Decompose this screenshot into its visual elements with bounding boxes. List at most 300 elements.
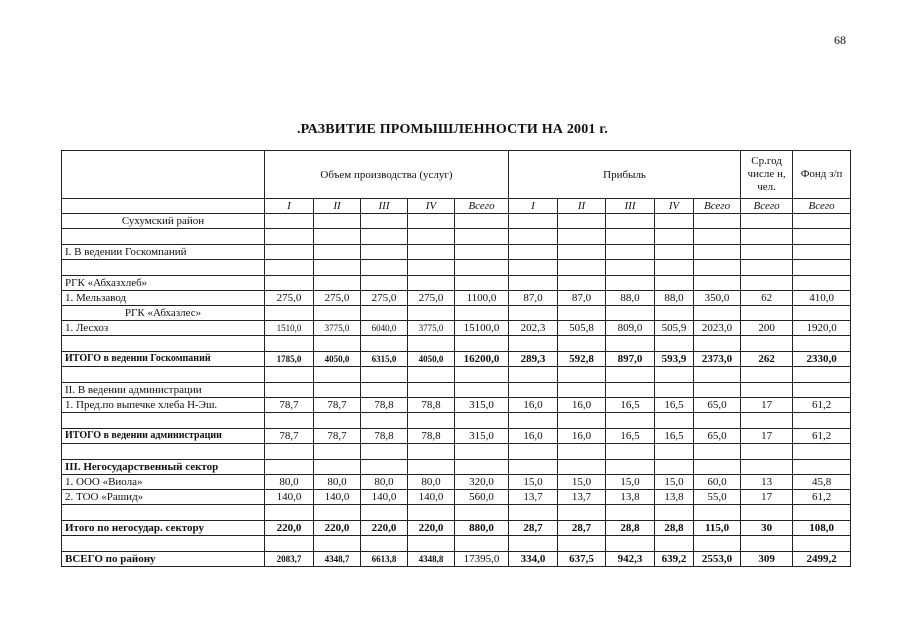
empty-cell [455, 214, 509, 229]
table-cell: 140,0 [408, 490, 455, 505]
empty-cell [314, 383, 361, 398]
table-cell: 2023,0 [694, 321, 741, 336]
table-cell: 16,0 [509, 398, 558, 413]
profit-q4: IV [655, 199, 694, 214]
empty-cell [455, 306, 509, 321]
table-cell: 315,0 [455, 429, 509, 444]
empty-cell [655, 260, 694, 276]
table-cell: 16,5 [655, 429, 694, 444]
header-row [62, 151, 851, 199]
empty-cell [455, 367, 509, 383]
table-cell: 28,8 [655, 521, 694, 536]
empty-cell [606, 245, 655, 260]
empty-cell [361, 460, 408, 475]
section-label: I. В ведении Госкомпаний [62, 245, 265, 260]
empty-cell [694, 245, 741, 260]
empty-cell [694, 214, 741, 229]
row-label: 1. Мельзавод [62, 291, 265, 306]
empty-cell [361, 306, 408, 321]
table-cell: 61,2 [793, 490, 851, 505]
empty-cell [558, 536, 606, 552]
empty-cell [655, 276, 694, 291]
table-cell: 15,0 [655, 475, 694, 490]
empty-cell [793, 214, 851, 229]
org-label: РГК «Абхазлес» [62, 306, 265, 321]
table-cell: 13 [741, 475, 793, 490]
empty-cell [741, 245, 793, 260]
table-cell: 505,9 [655, 321, 694, 336]
table-cell: 115,0 [694, 521, 741, 536]
table-cell: 4348,8 [408, 552, 455, 567]
empty-cell [655, 306, 694, 321]
empty-cell [265, 306, 314, 321]
empty-cell [655, 383, 694, 398]
empty-cell [793, 306, 851, 321]
empty-cell [455, 505, 509, 521]
table-cell: 65,0 [694, 398, 741, 413]
empty-cell [408, 413, 455, 429]
section-label: III. Негосударственный сектор [62, 460, 265, 475]
empty-cell [606, 383, 655, 398]
empty-cell [694, 383, 741, 398]
table-row [62, 475, 851, 490]
table-row [62, 460, 851, 475]
org-label: РГК «Абхазхлеб» [62, 276, 265, 291]
empty-cell [509, 229, 558, 245]
table-cell: 275,0 [408, 291, 455, 306]
empty-cell [558, 276, 606, 291]
empty-cell [655, 214, 694, 229]
table-cell: 16,5 [606, 398, 655, 413]
empty-cell [606, 260, 655, 276]
total-label: ИТОГО в ведении Госкомпаний [62, 352, 265, 367]
empty-cell [314, 245, 361, 260]
empty-cell [655, 444, 694, 460]
table-cell: 262 [741, 352, 793, 367]
empty-cell [265, 444, 314, 460]
table-row [62, 490, 851, 505]
quarter-blank [62, 199, 265, 214]
header-fund: Фонд з/п [793, 151, 851, 199]
empty-cell [509, 276, 558, 291]
empty-cell [455, 260, 509, 276]
empty-cell [655, 460, 694, 475]
profit-q2: II [558, 199, 606, 214]
empty-cell [361, 505, 408, 521]
table-cell: 592,8 [558, 352, 606, 367]
empty-cell [265, 536, 314, 552]
empty-cell [314, 460, 361, 475]
empty-cell [408, 367, 455, 383]
empty-cell [361, 245, 408, 260]
table-cell: 593,9 [655, 352, 694, 367]
empty-cell [509, 336, 558, 352]
total-label: ИТОГО в ведении администрации [62, 429, 265, 444]
table-cell: 80,0 [408, 475, 455, 490]
table-cell: 505,8 [558, 321, 606, 336]
empty-cell [655, 229, 694, 245]
table-cell: 350,0 [694, 291, 741, 306]
empty-cell [741, 367, 793, 383]
table-cell: 220,0 [408, 521, 455, 536]
empty-cell [408, 505, 455, 521]
table-cell: 2330,0 [793, 352, 851, 367]
empty-cell [741, 383, 793, 398]
table-cell: 897,0 [606, 352, 655, 367]
table-cell: 309 [741, 552, 793, 567]
empty-cell [455, 383, 509, 398]
table-cell: 61,2 [793, 398, 851, 413]
empty-cell [558, 229, 606, 245]
empty-cell [455, 444, 509, 460]
empty-cell [361, 367, 408, 383]
table-cell: 942,3 [606, 552, 655, 567]
volume-q3: III [361, 199, 408, 214]
profit-q1: I [509, 199, 558, 214]
header-volume: Объем производства (услуг) [265, 151, 509, 199]
table-cell: 140,0 [361, 490, 408, 505]
page-number: 68 [834, 33, 846, 47]
empty-cell [455, 413, 509, 429]
table-row [62, 276, 851, 291]
empty-cell [361, 413, 408, 429]
table-cell: 13,8 [655, 490, 694, 505]
empty-cell [408, 276, 455, 291]
empty-cell [314, 306, 361, 321]
empty-cell [793, 536, 851, 552]
table-cell: 637,5 [558, 552, 606, 567]
empty-cell [455, 536, 509, 552]
empty-cell [694, 536, 741, 552]
table-cell: 15,0 [509, 475, 558, 490]
empty-cell [558, 214, 606, 229]
empty-cell [694, 413, 741, 429]
empty-cell [694, 336, 741, 352]
empty-cell [793, 444, 851, 460]
empty-cell [694, 460, 741, 475]
table-cell: 880,0 [455, 521, 509, 536]
header-staff: Ср.год числе н, чел. [741, 151, 793, 199]
profit-q3: III [606, 199, 655, 214]
row-label: 2. ТОО «Рашид» [62, 490, 265, 505]
table-cell: 4348,7 [314, 552, 361, 567]
empty-cell [361, 229, 408, 245]
table-cell: 80,0 [265, 475, 314, 490]
table-cell: 15,0 [558, 475, 606, 490]
empty-cell [558, 383, 606, 398]
empty-cell [741, 413, 793, 429]
empty-cell [314, 260, 361, 276]
table-cell: 13,8 [606, 490, 655, 505]
table-row [62, 552, 851, 567]
quarter-header-row [62, 199, 851, 214]
empty-cell [655, 336, 694, 352]
table-cell: 87,0 [509, 291, 558, 306]
table-cell: 220,0 [361, 521, 408, 536]
empty-cell [741, 306, 793, 321]
empty-cell [361, 260, 408, 276]
table-cell: 30 [741, 521, 793, 536]
empty-cell [606, 367, 655, 383]
empty-cell [455, 229, 509, 245]
empty-cell [606, 336, 655, 352]
empty-cell [558, 306, 606, 321]
empty-cell [314, 536, 361, 552]
grand-total-label: ВСЕГО по району [62, 552, 265, 567]
district-label: Сухумский район [62, 214, 265, 229]
profit-total: Всего [694, 199, 741, 214]
document-title: .РАЗВИТИЕ ПРОМЫШЛЕННОСТИ НА 2001 г. [296, 122, 608, 137]
empty-cell [509, 505, 558, 521]
empty-cell [455, 276, 509, 291]
empty-cell [265, 413, 314, 429]
table-cell: 2499,2 [793, 552, 851, 567]
table-cell: 140,0 [265, 490, 314, 505]
empty-cell [558, 413, 606, 429]
empty-cell [361, 336, 408, 352]
table-cell: 289,3 [509, 352, 558, 367]
empty-cell [265, 383, 314, 398]
table-cell: 62 [741, 291, 793, 306]
table-cell: 2083,7 [265, 552, 314, 567]
empty-cell [408, 536, 455, 552]
table-cell: 13,7 [509, 490, 558, 505]
empty-cell [509, 245, 558, 260]
empty-cell [408, 260, 455, 276]
table-cell: 78,8 [361, 398, 408, 413]
header-profit: Прибыль [509, 151, 741, 199]
table-cell: 78,8 [408, 398, 455, 413]
table-cell: 6315,0 [361, 352, 408, 367]
table-cell: 2553,0 [694, 552, 741, 567]
table-cell: 1920,0 [793, 321, 851, 336]
empty-cell [361, 444, 408, 460]
table-cell: 17 [741, 490, 793, 505]
table-cell: 55,0 [694, 490, 741, 505]
table-row [62, 398, 851, 413]
empty-cell [509, 444, 558, 460]
table-cell: 108,0 [793, 521, 851, 536]
table-cell: 78,8 [361, 429, 408, 444]
empty-cell [509, 460, 558, 475]
empty-cell [793, 336, 851, 352]
empty-cell [606, 214, 655, 229]
empty-cell [694, 367, 741, 383]
table-row [62, 321, 851, 336]
table-cell: 334,0 [509, 552, 558, 567]
empty-cell [408, 245, 455, 260]
empty-cell [655, 536, 694, 552]
empty-cell [741, 505, 793, 521]
table-cell: 315,0 [455, 398, 509, 413]
empty-cell [793, 260, 851, 276]
table-cell: 28,8 [606, 521, 655, 536]
empty-cell [314, 229, 361, 245]
empty-cell [408, 214, 455, 229]
table-cell: 220,0 [265, 521, 314, 536]
table-cell: 16,0 [509, 429, 558, 444]
empty-cell [314, 413, 361, 429]
spacer-row [62, 536, 851, 552]
empty-cell [509, 367, 558, 383]
table-row [62, 383, 851, 398]
empty-cell [558, 505, 606, 521]
empty-cell [408, 460, 455, 475]
table-cell: 275,0 [361, 291, 408, 306]
spacer-row [62, 336, 851, 352]
empty-cell [606, 276, 655, 291]
table-cell: 16,5 [655, 398, 694, 413]
table-cell: 140,0 [314, 490, 361, 505]
empty-cell [265, 245, 314, 260]
staff-total: Всего [741, 199, 793, 214]
empty-cell [509, 383, 558, 398]
empty-cell [606, 413, 655, 429]
empty-cell [314, 276, 361, 291]
spacer-row [62, 260, 851, 276]
empty-cell [314, 367, 361, 383]
empty-cell [694, 505, 741, 521]
table-cell: 1510,0 [265, 321, 314, 336]
table-cell: 78,7 [265, 429, 314, 444]
table-row [62, 306, 851, 321]
empty-cell [606, 229, 655, 245]
table-cell: 6613,8 [361, 552, 408, 567]
empty-cell [558, 260, 606, 276]
table-cell: 15100,0 [455, 321, 509, 336]
empty-cell [509, 260, 558, 276]
volume-total: Всего [455, 199, 509, 214]
table-cell: 28,7 [558, 521, 606, 536]
empty-cell [741, 229, 793, 245]
empty-cell [606, 444, 655, 460]
table-cell: 78,7 [314, 429, 361, 444]
empty-cell [265, 260, 314, 276]
empty-cell [62, 413, 265, 429]
spacer-row [62, 229, 851, 245]
table-cell: 17 [741, 398, 793, 413]
empty-cell [741, 444, 793, 460]
empty-cell [509, 306, 558, 321]
empty-cell [606, 536, 655, 552]
empty-cell [558, 460, 606, 475]
header-blank [62, 151, 265, 199]
empty-cell [62, 229, 265, 245]
table-cell: 28,7 [509, 521, 558, 536]
empty-cell [606, 306, 655, 321]
empty-cell [694, 444, 741, 460]
table-cell: 13,7 [558, 490, 606, 505]
table-cell: 15,0 [606, 475, 655, 490]
table-cell: 61,2 [793, 429, 851, 444]
table-cell: 220,0 [314, 521, 361, 536]
table-cell: 80,0 [361, 475, 408, 490]
empty-cell [741, 214, 793, 229]
table-cell: 639,2 [655, 552, 694, 567]
empty-cell [314, 505, 361, 521]
empty-cell [314, 336, 361, 352]
volume-q1: I [265, 199, 314, 214]
empty-cell [793, 276, 851, 291]
table-cell: 275,0 [265, 291, 314, 306]
empty-cell [509, 413, 558, 429]
empty-cell [741, 260, 793, 276]
total-label: Итого по негосудар. сектору [62, 521, 265, 536]
table-cell: 809,0 [606, 321, 655, 336]
empty-cell [265, 214, 314, 229]
empty-cell [509, 214, 558, 229]
table-cell: 65,0 [694, 429, 741, 444]
table-cell: 1100,0 [455, 291, 509, 306]
empty-cell [793, 367, 851, 383]
table-row [62, 291, 851, 306]
volume-q4: IV [408, 199, 455, 214]
empty-cell [314, 444, 361, 460]
empty-cell [265, 367, 314, 383]
table-cell: 60,0 [694, 475, 741, 490]
table-cell: 88,0 [655, 291, 694, 306]
empty-cell [793, 460, 851, 475]
table-cell: 87,0 [558, 291, 606, 306]
table-cell: 3775,0 [408, 321, 455, 336]
table-cell: 1785,0 [265, 352, 314, 367]
empty-cell [408, 306, 455, 321]
table-cell: 16,0 [558, 398, 606, 413]
fund-total: Всего [793, 199, 851, 214]
empty-cell [361, 276, 408, 291]
empty-cell [62, 260, 265, 276]
empty-cell [741, 536, 793, 552]
empty-cell [606, 460, 655, 475]
table-cell: 45,8 [793, 475, 851, 490]
empty-cell [62, 336, 265, 352]
empty-cell [408, 444, 455, 460]
empty-cell [265, 460, 314, 475]
empty-cell [655, 505, 694, 521]
empty-cell [408, 383, 455, 398]
table-row [62, 245, 851, 260]
volume-q2: II [314, 199, 361, 214]
table-cell: 410,0 [793, 291, 851, 306]
row-label: 1. Лесхоз [62, 321, 265, 336]
empty-cell [655, 367, 694, 383]
table-cell: 78,7 [314, 398, 361, 413]
empty-cell [741, 336, 793, 352]
empty-cell [361, 536, 408, 552]
empty-cell [62, 367, 265, 383]
empty-cell [558, 245, 606, 260]
empty-cell [694, 276, 741, 291]
table-cell: 200 [741, 321, 793, 336]
empty-cell [793, 245, 851, 260]
table-row [62, 214, 851, 229]
empty-cell [62, 505, 265, 521]
empty-cell [694, 260, 741, 276]
table-cell: 78,8 [408, 429, 455, 444]
table-cell: 88,0 [606, 291, 655, 306]
table-row [62, 429, 851, 444]
table-cell: 275,0 [314, 291, 361, 306]
empty-cell [455, 245, 509, 260]
empty-cell [793, 505, 851, 521]
table-cell: 6040,0 [361, 321, 408, 336]
table-row [62, 352, 851, 367]
empty-cell [455, 460, 509, 475]
table-cell: 17395,0 [455, 552, 509, 567]
section-label: II. В ведении администрации [62, 383, 265, 398]
table-cell: 16,5 [606, 429, 655, 444]
table-cell: 17 [741, 429, 793, 444]
